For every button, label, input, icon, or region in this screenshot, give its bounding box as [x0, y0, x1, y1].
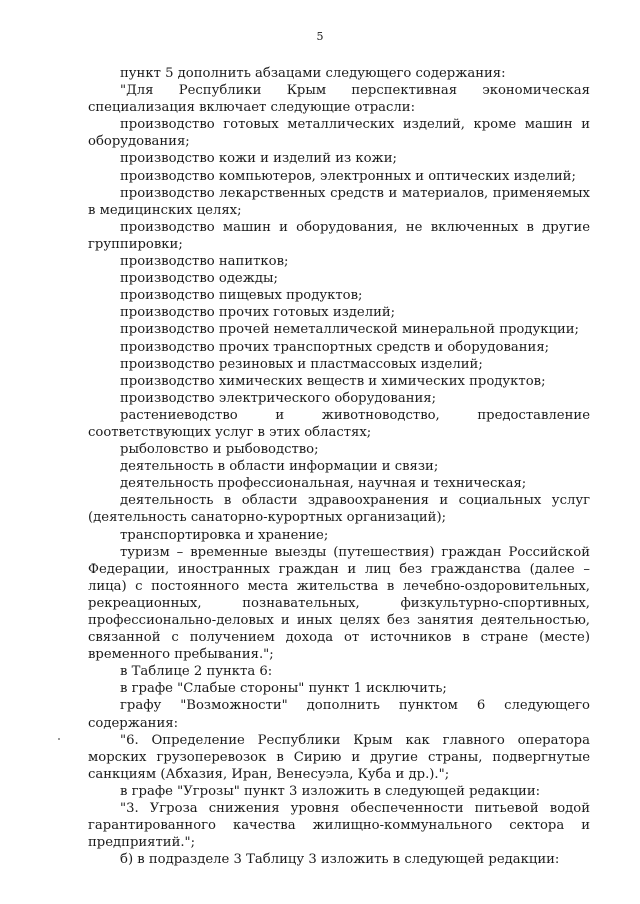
paragraph-opportunities: графу "Возможности" дополнить пунктом 6 следующего содержания:: [88, 698, 590, 731]
list-item: производство одежды;: [120, 271, 278, 287]
list-item: производство лекарственных средств и материалов, применяемых в медицинских целях;: [88, 185, 590, 218]
page-number: 5: [316, 30, 324, 43]
list-item: производство напитков;: [120, 254, 289, 270]
paragraph-intro: пункт 5 дополнить абзацами следующего содержания:: [120, 66, 506, 81]
list-item: производство кожи и изделий из кожи;: [120, 151, 397, 167]
paragraph-threat-3: "3. Угроза снижения уровня обеспеченности питьевой водой гарантированного качества жилищно-коммунального сектора и предприятий.";: [88, 801, 590, 851]
list-item: производство пищевых продуктов;: [120, 288, 363, 304]
scan-speck: [58, 738, 60, 740]
list-item: растениеводство и животноводство, предоставление соответствующих услуг в этих областях;: [88, 407, 590, 440]
list-item: производство химических веществ и химических продуктов;: [120, 373, 546, 389]
list-item: производство прочих готовых изделий;: [120, 305, 396, 321]
list-item: транспортировка и хранение;: [120, 527, 329, 543]
list-item: производство резиновых и пластмассовых изделий;: [120, 356, 483, 372]
list-item: производство готовых металлических изделий, кроме машин и оборудования;: [88, 117, 590, 150]
paragraph-specialization: "Для Республики Крым перспективная экономическая специализация включает следующие отрасли:: [88, 83, 590, 116]
list-item: производство электрического оборудования;: [120, 390, 437, 406]
list-item: деятельность в области здравоохранения и социальных услуг (деятельность санаторно-курортных организаций);: [88, 493, 590, 526]
list-item: деятельность профессиональная, научная и техническая;: [120, 476, 527, 492]
paragraph-weaknesses: в графе "Слабые стороны" пункт 1 исключить;: [120, 681, 447, 697]
list-item: производство компьютеров, электронных и оптических изделий;: [120, 168, 576, 184]
list-item: производство прочих транспортных средств и оборудования;: [120, 339, 550, 355]
paragraph-opportunity-6: "6. Определение Республики Крым как главного оператора морских грузоперевозок в Сирию и другие страны, подвергнутые санкциям (Абхазия, Иран, Венесуэла, Куба и др.).";: [88, 732, 590, 782]
list-item: рыболовство и рыбоводство;: [120, 442, 319, 458]
document-body: [88, 65, 590, 868]
list-item: деятельность в области информации и связи;: [120, 459, 439, 475]
paragraph-threats: в графе "Угрозы" пункт 3 изложить в следующей редакции:: [120, 783, 541, 799]
paragraph-table2: в Таблице 2 пункта 6:: [120, 664, 273, 680]
list-item: производство прочей неметаллической минеральной продукции;: [120, 322, 579, 338]
list-item-tourism: туризм – временные выезды (путешествия) граждан Российской Федерации, иностранных граждан и лиц без гражданства (далее – лица) с постоянного места жительства в лечебно-оздоровительных, рекреационных, познавательных, физкультурно-спортивных, профессионально-деловых и иных целях без занятия деятельностью, связанной с получением дохода от источников в стране (месте) временного пребывания.";: [88, 544, 590, 663]
list-item: производство машин и оборудования, не включенных в другие группировки;: [88, 219, 590, 252]
paragraph-table3: б) в подразделе 3 Таблицу 3 изложить в следующей редакции:: [120, 852, 560, 868]
